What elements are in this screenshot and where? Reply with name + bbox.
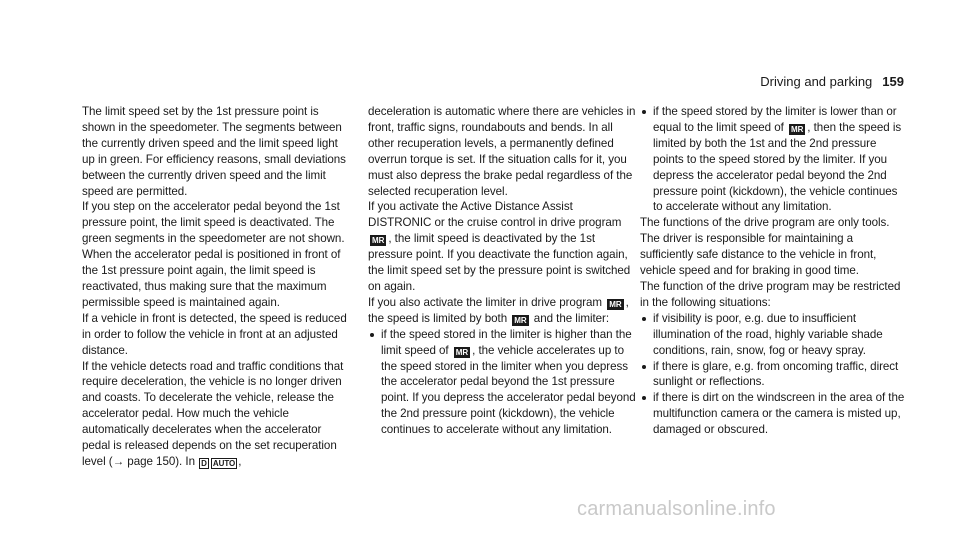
paragraph: deceleration is automatic where there are vehicles in front, traffic signs, roundabouts and bends. In all other recuperation levels, a permanently defined overrun torque is set. If the situation calls for it, you must also depress the brake pedal regardless of the selected recuperation level. <box>368 105 636 198</box>
watermark: carmanualsonline.info <box>577 498 776 520</box>
section-title: Driving and parking <box>760 74 873 89</box>
list-item: if visibility is poor, e.g. due to insufficient illumination of the road, highly variable shade conditions, rain, snow, fog or heavy spray. <box>640 311 908 359</box>
list-item: if the speed stored by the limiter is lower than or equal to the limit speed of MR , then the speed is limited by both the 1st and the 2nd pressure points to the speed stored by the limiter. If you depress the accelerator pedal beyond the 2nd pressure point (kickdown), the vehicle continues to accelerate without any limitation. <box>640 104 908 215</box>
paragraph: If you step on the accelerator pedal beyond the 1st pressure point, the limit speed is deactivated. The green segments in the speedometer are not shown. When the accelerator pedal is positioned in front of the 1st pressure point again, the limit speed is reactivated, thus making sure that the maximum permissible speed is maintained again. <box>82 200 345 309</box>
mr-mode-icon: MR <box>514 315 527 325</box>
text-column-1 <box>82 104 350 470</box>
paragraph: The function of the drive program may be restricted in the following situations: <box>640 279 901 309</box>
mr-mode-icon: MR <box>790 124 804 134</box>
text-column-3 <box>640 104 908 438</box>
page-number: 159 <box>882 74 904 89</box>
paragraph: If a vehicle in front is detected, the speed is reduced in order to follow the vehicle in front at an adjusted distance. <box>82 311 347 357</box>
bullet-list <box>640 104 908 215</box>
mr-mode-icon: MR <box>609 299 622 309</box>
page-header <box>760 74 904 89</box>
list-item: if there is glare, e.g. from oncoming traffic, direct sunlight or reflections. <box>640 359 908 391</box>
paragraph: The limit speed set by the 1st pressure point is shown in the speedometer. The segments between the currently driven speed and the limit speed light up in green. For efficiency reasons, small deviations between the currently driven speed and the limit speed are permitted. <box>82 105 346 198</box>
mr-mode-icon: MR <box>455 347 469 357</box>
auto-icon: AUTO <box>212 458 236 468</box>
list-item: if there is dirt on the windscreen in the area of the multifunction camera or the camera is misted up, damaged or obscured. <box>640 390 908 438</box>
paragraph: If you also activate the limiter in drive program MR , the speed is limited by both MR and the limiter: <box>368 295 629 325</box>
list-item: if the speed stored in the limiter is higher than the limit speed of MR , the vehicle accelerates up to the speed stored in the limiter when you depress the accelerator pedal beyond the 1st pressure point. If you depress the accelerator pedal beyond the 2nd pressure point (kickdown), the vehicle continues to accelerate without any limitation. <box>368 327 636 438</box>
page-reference-link[interactable]: → page 150). In <box>112 454 199 468</box>
paragraph: If you activate the Active Distance Assist DISTRONIC or the cruise control in drive program MR , the limit speed is deactivated by the 1st pressure point. If you deactivate the function again, the limit speed set by the pressure point is switched on again. <box>368 200 631 293</box>
paragraph-text: If the vehicle detects road and traffic conditions that require deceleration, the vehicle is no longer driven and coasts. To decelerate the vehicle, release the accelerator pedal. How much the vehicle automatically decelerates when the accelerator pedal is released depends on the set recuperation level ( <box>82 359 344 468</box>
text-column-2 <box>368 104 636 438</box>
paragraph: The functions of the drive program are only tools. The driver is responsible for maintaining a sufficiently safe distance to the vehicle in front, vehicle speed and for braking in good time. <box>640 216 890 278</box>
mr-mode-icon: MR <box>372 236 385 246</box>
bullet-list <box>640 311 908 438</box>
paragraph: If the vehicle detects road and traffic conditions that require deceleration, the vehicle is no longer driven and coasts. To decelerate the vehicle, release the accelerator pedal. How much the vehicle automatically decelerates when the accelerator pedal is released depends on the set recuperation level (→ page 150). In D AUTO , <box>82 359 344 468</box>
bullet-list <box>368 327 636 438</box>
drive-d-icon: D <box>201 458 207 468</box>
